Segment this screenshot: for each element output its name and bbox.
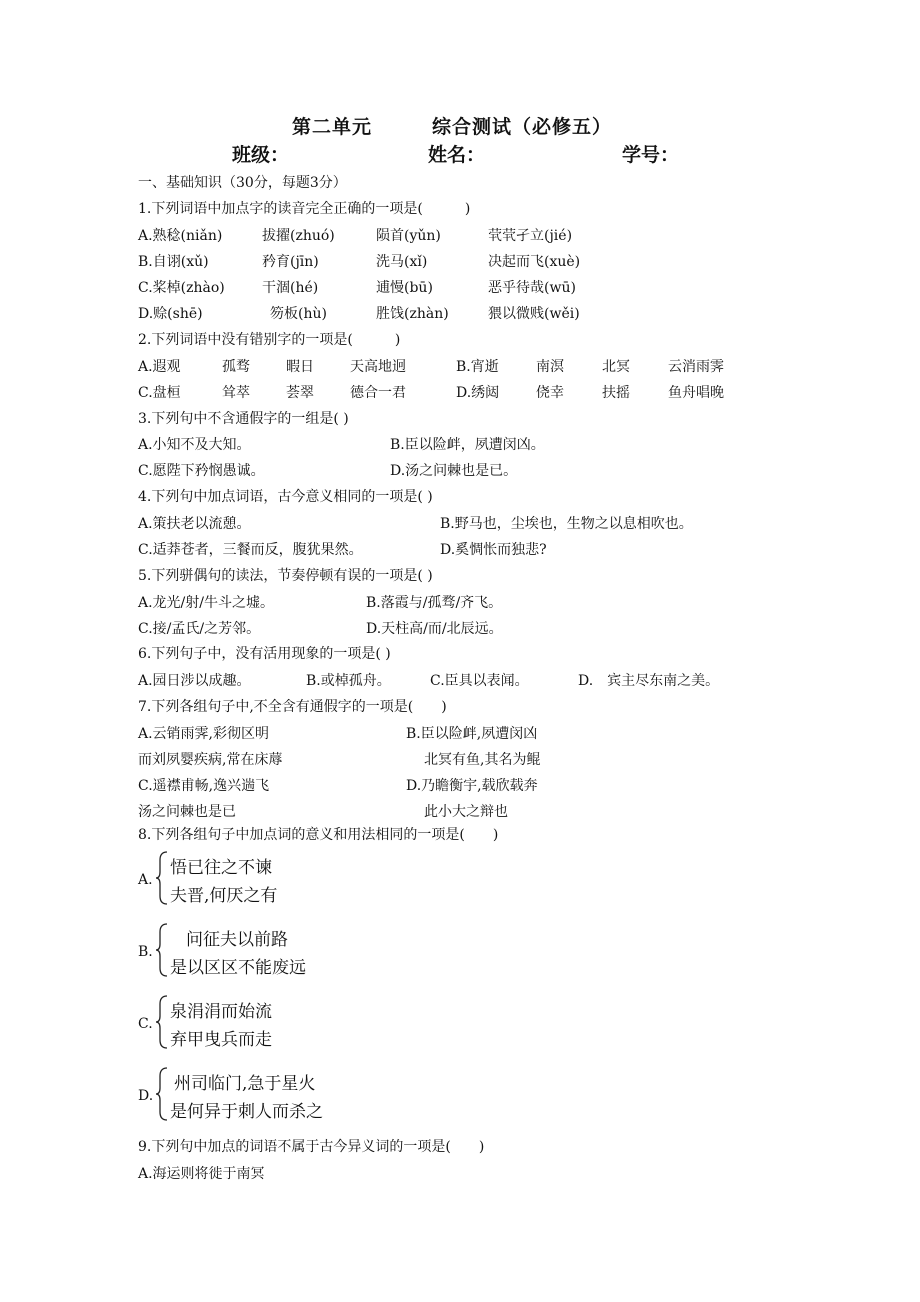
q1-option: 猥以微贱(wěi): [488, 306, 580, 322]
q2-stem: 2.下列词语中没有错别字的一项是( ): [138, 332, 401, 348]
q2-option: 荟翠: [286, 385, 314, 401]
q1-option: 陨首(yǔn): [376, 228, 441, 244]
q5-stem: 5.下列骈偶句的读法，节奏停顿有误的一项是( ): [138, 568, 433, 584]
q8-option-c1: 泉涓涓而始流: [170, 1002, 272, 1022]
q1-option: 逋慢(bū): [376, 280, 433, 296]
q8-option-d-label: D.: [138, 1088, 154, 1104]
q8-stem: 8.下列各组句子中加点词的意义和用法相同的一项是( ): [138, 827, 499, 843]
brace-icon: [155, 922, 171, 978]
q7-option-b1: B.臣以险衅,夙遭闵凶: [406, 726, 538, 742]
q2-option: 扶摇: [602, 385, 630, 401]
q2-option: 云消雨霁: [668, 359, 724, 375]
q4-option-a: A.策扶老以流憩。: [138, 516, 251, 532]
q7-option-d1: D.乃瞻衡宇,载欣载奔: [406, 778, 538, 794]
q7-option-c2: 汤之问棘也是已: [138, 804, 236, 820]
q1-option: 干涸(hé): [262, 280, 319, 296]
q5-option-a: A.龙光/射/牛斗之墟。: [138, 595, 274, 611]
test-title: 综合测试（必修五）: [432, 116, 613, 138]
q6-option-c: C.臣具以表闻。: [430, 673, 529, 689]
q2-option: B.宵逝: [456, 359, 499, 375]
q8-option-a2: 夫晋,何厌之有: [170, 886, 278, 906]
q1-option: 拔擢(zhuó): [262, 228, 335, 244]
q2-option: 鱼舟唱晚: [668, 385, 724, 401]
q6-option-d: D. 宾主尽东南之美。: [578, 673, 720, 689]
q1-option: 茕茕孑立(jié): [488, 228, 573, 244]
q5-option-d: D.天柱高/而/北辰远。: [366, 621, 503, 637]
q2-option: 德合一君: [350, 385, 406, 401]
q2-option: 暇日: [286, 359, 314, 375]
q1-option: 恶乎待哉(wū): [488, 280, 576, 296]
q2-option: 北冥: [602, 359, 630, 375]
q3-stem: 3.下列句中不含通假字的一组是( ): [138, 411, 349, 427]
unit-title: 第二单元: [292, 116, 373, 138]
q4-option-d: D.奚惆怅而独悲?: [440, 542, 547, 558]
q2-option: 耸萃: [222, 385, 250, 401]
q7-option-c1: C.遥襟甫畅,逸兴遄飞: [138, 778, 270, 794]
q2-option: D.绣闼: [456, 385, 500, 401]
q1-option: 矜育(jīn): [262, 254, 319, 270]
q8-option-c2: 弃甲曳兵而走: [170, 1030, 272, 1050]
q8-option-d2: 是何异于刺人而杀之: [170, 1102, 323, 1122]
q3-option-d: D.汤之问棘也是已。: [390, 463, 518, 479]
q6-stem: 6.下列句子中，没有活用现象的一项是( ): [138, 646, 391, 662]
name-label: 姓名：: [428, 144, 486, 166]
q1-option: B.自诩(xǔ): [138, 254, 209, 270]
q2-option: 侥幸: [536, 385, 564, 401]
q1-option: 决起而飞(xuè): [488, 254, 581, 270]
q7-option-b2: 北冥有鱼,其名为鲲: [424, 752, 541, 768]
q5-option-b: B.落霞与/孤骛/齐飞。: [366, 595, 503, 611]
q8-option-b1: 问征夫以前路: [186, 930, 288, 950]
class-label: 班级：: [232, 144, 290, 166]
q8-option-b-label: B.: [138, 944, 153, 960]
q6-option-b: B.或棹孤舟。: [306, 673, 391, 689]
q1-option: 笏板(hù): [270, 306, 327, 322]
brace-icon: [155, 1066, 171, 1122]
q3-option-c: C.愿陛下矜悯愚诚。: [138, 463, 265, 479]
q3-option-b: B.臣以险衅，夙遭闵凶。: [390, 437, 545, 453]
section-heading: 一、基础知识（30分，每题3分）: [138, 175, 347, 191]
q1-option: D.赊(shē): [138, 306, 203, 322]
q2-option: A.遐观: [138, 359, 181, 375]
q2-option: 南溟: [536, 359, 564, 375]
q8-option-d1: 州司临门,急于星火: [174, 1074, 316, 1094]
q8-option-b2: 是以区区不能废远: [170, 958, 306, 978]
q6-option-a: A.园日涉以成趣。: [138, 673, 251, 689]
q4-option-c: C.适莽苍者，三餐而反，腹犹果然。: [138, 542, 363, 558]
q1-option: C.桨棹(zhào): [138, 280, 225, 296]
q2-option: 孤骛: [222, 359, 250, 375]
q8-option-a1: 悟已往之不谏: [170, 858, 272, 878]
q8-option-c-label: C.: [138, 1016, 153, 1032]
q1-stem: 1.下列词语中加点字的读音完全正确的一项是( ): [138, 201, 471, 217]
id-label: 学号：: [622, 144, 680, 166]
q7-option-a1: A.云销雨霁,彩彻区明: [138, 726, 270, 742]
q5-option-c: C.接/孟氏/之芳邻。: [138, 621, 261, 637]
q9-stem: 9.下列句中加点的词语不属于古今异义词的一项是( ): [138, 1139, 485, 1155]
q1-option: A.熟稔(niǎn): [138, 228, 223, 244]
brace-icon: [155, 994, 171, 1050]
q2-option: 天高地迥: [350, 359, 406, 375]
q1-option: 洗马(xǐ): [376, 254, 428, 270]
q4-stem: 4.下列句中加点词语，古今意义相同的一项是( ): [138, 489, 433, 505]
q1-option: 胜饯(zhàn): [376, 306, 449, 322]
q3-option-a: A.小知不及大知。: [138, 437, 251, 453]
q2-option: C.盘桓: [138, 385, 181, 401]
brace-icon: [155, 850, 171, 906]
q4-option-b: B.野马也，尘埃也，生物之以息相吹也。: [440, 516, 693, 532]
q7-stem: 7.下列各组句子中,不全含有通假字的一项是( ): [138, 699, 447, 715]
q7-option-d2: 此小大之辩也: [424, 804, 508, 820]
q9-option-a: A.海运则将徙于南冥: [138, 1166, 265, 1182]
q8-option-a-label: A.: [138, 872, 153, 888]
q7-option-a2: 而刘夙婴疾病,常在床蓐: [138, 752, 283, 768]
